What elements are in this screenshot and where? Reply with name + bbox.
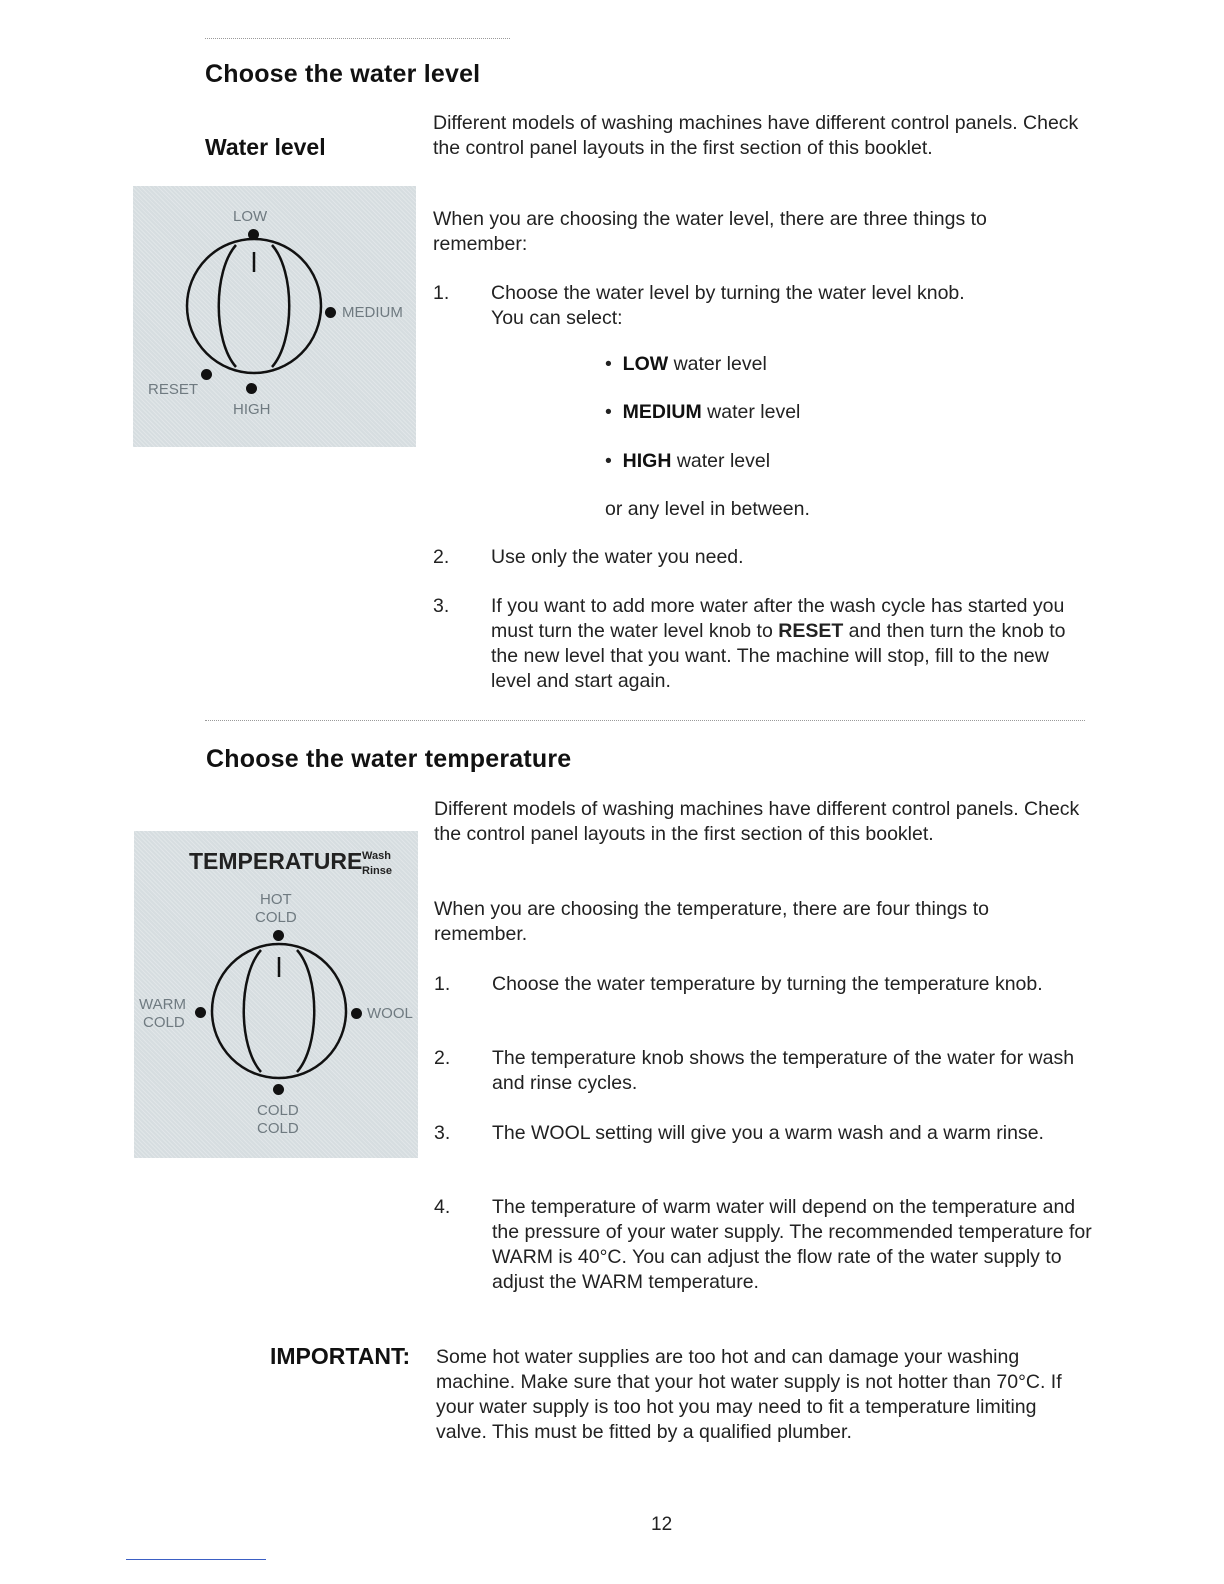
water-level-reset-label: RESET xyxy=(148,381,199,398)
bullet-low-bold: LOW xyxy=(622,353,669,375)
temperature-item-1-text: Choose the water temperature by turning the temperature knob. xyxy=(492,973,1043,995)
bullet-marker: • xyxy=(605,401,612,423)
section-divider xyxy=(205,720,1085,721)
bullet-medium xyxy=(605,400,800,425)
temperature-heading: Choose the water temperature xyxy=(206,745,572,773)
temperature-item-1-number: 1. xyxy=(434,973,451,995)
temperature-item-4-number: 4. xyxy=(434,1196,451,1218)
temperature-item-3-number: 3. xyxy=(434,1122,451,1144)
water-level-item-2-text: Use only the water you need. xyxy=(491,546,744,568)
top-divider xyxy=(205,38,510,39)
temperature-wash-label: Wash xyxy=(362,850,391,862)
water-level-item-1-number: 1. xyxy=(433,282,450,304)
temp-right-label: WOOL xyxy=(367,1005,413,1022)
water-level-reset-dot xyxy=(201,369,212,380)
water-level-item-1-line1: Choose the water level by turning the water level knob. xyxy=(491,282,965,304)
bullet-medium-bold: MEDIUM xyxy=(622,401,702,423)
water-level-in-between: or any level in between. xyxy=(605,498,810,520)
water-level-heading: Choose the water level xyxy=(205,60,481,88)
item-3-text-before: If you want to add more water after the wash cycle has started you must turn the water level knob to xyxy=(491,595,1065,642)
item-3-reset-bold: RESET xyxy=(778,620,844,642)
water-level-item-2-number: 2. xyxy=(433,546,450,568)
bullet-low-text: water level xyxy=(668,353,767,375)
water-level-dial-panel xyxy=(133,186,416,447)
temp-left-line2: COLD xyxy=(143,1014,185,1031)
temperature-item-2-text: The temperature knob shows the temperature of the water for wash and rinse cycles. xyxy=(492,1047,1075,1094)
water-level-medium-dot xyxy=(325,307,336,318)
bullet-low xyxy=(605,352,767,377)
water-level-high-dot xyxy=(246,383,257,394)
temperature-lead: When you are choosing the temperature, there are four things to remember. xyxy=(434,898,989,945)
water-level-medium-label: MEDIUM xyxy=(342,304,403,321)
water-level-low-dot xyxy=(248,229,259,240)
temp-left-line1: WARM xyxy=(139,996,186,1013)
temperature-item-4-text: The temperature of warm water will depend on the temperature and the pressure of your water supply. The recommended temperature for WARM is 40°C. You can adjust the flow rate of the water supply to adjust the WARM temperature. xyxy=(492,1196,1092,1293)
temp-right-dot xyxy=(351,1008,362,1019)
page-number: 12 xyxy=(651,1514,673,1535)
temp-bottom-line1: COLD xyxy=(257,1102,299,1119)
temperature-item-3-text: The WOOL setting will give you a warm wash and a warm rinse. xyxy=(492,1122,1044,1144)
bullet-high-text: water level xyxy=(671,450,771,472)
temp-top-line2: COLD xyxy=(255,909,297,926)
water-level-subheading: Water level xyxy=(205,134,326,160)
temp-left-dot xyxy=(195,1007,206,1018)
bullet-medium-text: water level xyxy=(701,401,801,423)
temperature-rinse-label: Rinse xyxy=(362,865,392,877)
water-level-intro: Different models of washing machines have different control panels. Check the control panel layouts in the first section of this booklet. xyxy=(433,112,1079,159)
water-level-lead: When you are choosing the water level, there are three things to remember: xyxy=(433,208,987,255)
temperature-title: TEMPERATURE xyxy=(189,848,363,874)
temperature-dial-panel xyxy=(134,831,418,1158)
bullet-high-bold: HIGH xyxy=(622,450,672,472)
temp-top-line1: HOT xyxy=(260,891,292,908)
bullet-marker: • xyxy=(605,450,612,472)
temperature-intro: Different models of washing machines have different control panels. Check the control panel layouts in the first section of this booklet. xyxy=(434,798,1080,845)
water-level-high-label: HIGH xyxy=(233,401,271,418)
water-level-low-label: LOW xyxy=(233,208,268,225)
water-level-item-3-number: 3. xyxy=(433,595,450,617)
important-text: Some hot water supplies are too hot and can damage your washing machine. Make sure that your hot water supply is not hotter than 70°C. If your water supply is too hot you may need to fit a temperature limiting valve. This must be fitted by a qualified plumber. xyxy=(436,1346,1062,1443)
water-level-item-1-line2: You can select: xyxy=(491,307,623,329)
water-level-item-3-text xyxy=(491,594,1091,694)
item-3-text-after: and then turn the knob to the new level that you want. The machine will stop, fill to the new level and start again. xyxy=(491,620,1066,692)
temp-bottom-line2: COLD xyxy=(257,1120,299,1137)
bullet-high xyxy=(605,449,770,474)
temperature-item-2-number: 2. xyxy=(434,1047,451,1069)
bottom-rule xyxy=(126,1559,266,1560)
important-label: IMPORTANT: xyxy=(270,1343,411,1369)
bullet-marker: • xyxy=(605,353,612,375)
temp-bottom-dot xyxy=(273,1084,284,1095)
